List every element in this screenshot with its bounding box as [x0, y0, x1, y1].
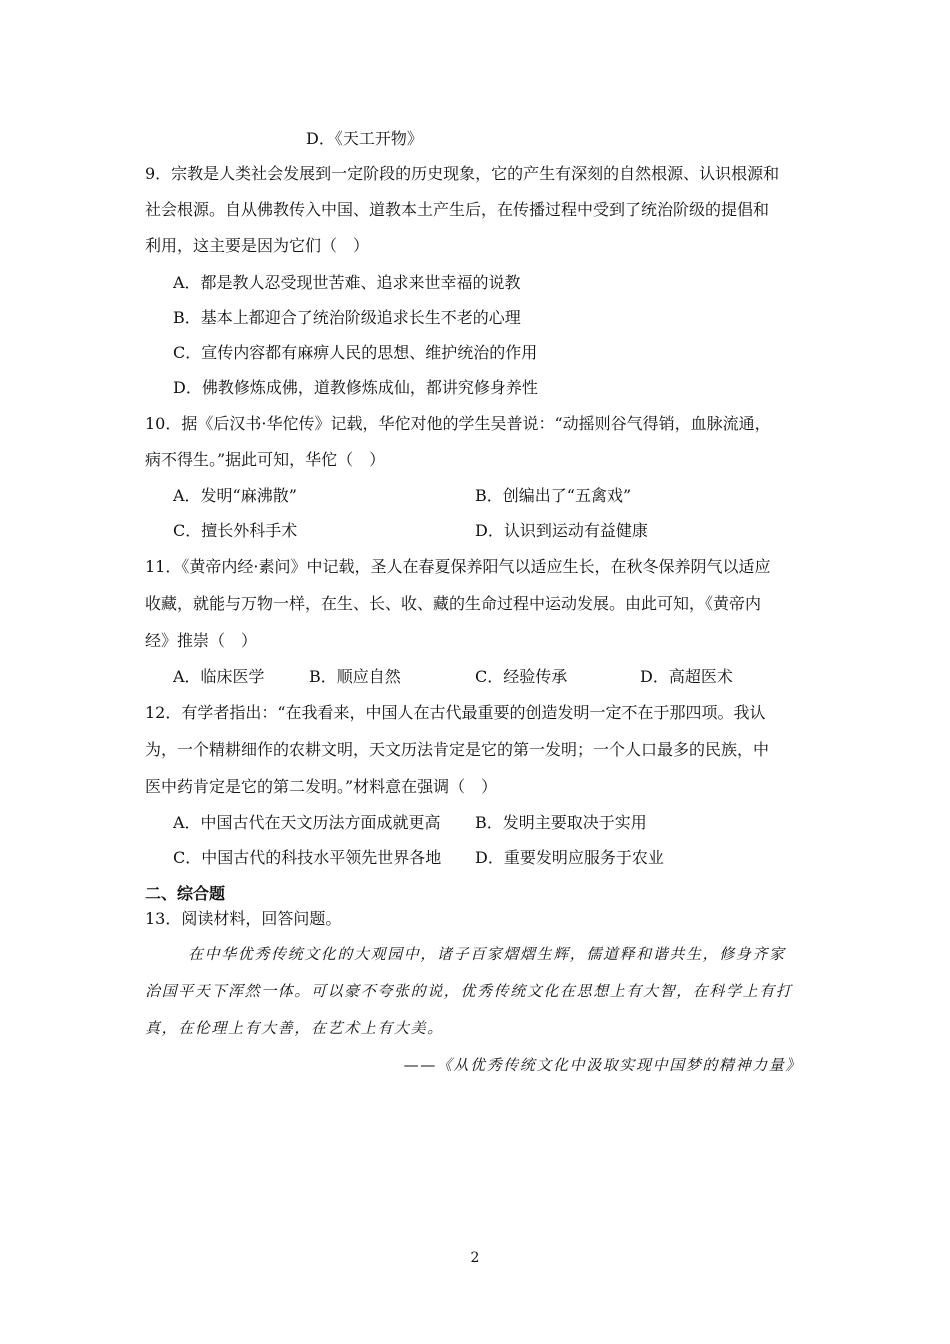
q9-option-a: A．都是教人忍受现世苦难、追求来世幸福的说教: [173, 273, 521, 292]
section-2-title: 二、综合题: [145, 884, 226, 903]
q10-option-c: C．擅长外科手术: [173, 521, 298, 540]
q11-option-a: A．临床医学: [173, 667, 265, 686]
q10-stem-line-2: 病不得生。”据此可知，华佗（ ）: [145, 450, 386, 469]
page-number: 2: [470, 1250, 480, 1266]
q13-material-line-2: 治国平天下浑然一体。可以豪不夸张的说，优秀传统文化在思想上有大智，在科学上有打: [145, 982, 793, 1000]
q9-stem-line-1: 9．宗教是人类社会发展到一定阶段的历史现象，它的产生有深刻的自然根源、认识根源和: [145, 164, 780, 183]
q12-option-b: B．发明主要取决于实用: [475, 813, 647, 832]
q13-material-line-3: 真，在伦理上有大善，在艺术上有大美。: [145, 1019, 444, 1037]
q11-option-d: D．高超医术: [640, 667, 733, 686]
q9-option-b: B．基本上都迎合了统治阶级追求长生不老的心理: [173, 308, 521, 327]
q12-stem-line-2: 为，一个精耕细作的农耕文明，天文历法肯定是它的第一发明；一个人口最多的民族，中: [145, 740, 770, 759]
q10-option-d: D．认识到运动有益健康: [475, 521, 648, 540]
q9-stem-line-2: 社会根源。自从佛教传入中国、道教本土产生后，在传播过程中受到了统治阶级的提倡和: [145, 200, 770, 219]
q10-stem-line-1: 10．据《后汉书·华佗传》记载，华佗对他的学生吴普说：“动摇则谷气得销，血脉流通，: [145, 414, 771, 433]
q9-stem-line-3: 利用，这主要是因为它们（ ）: [145, 236, 370, 255]
q9-option-c: C．宣传内容都有麻痹人民的思想、维护统治的作用: [173, 343, 538, 362]
q11-option-b: B．顺应自然: [309, 667, 401, 686]
q11-option-c: C．经验传承: [475, 667, 568, 686]
q11-stem-line-2: 收藏，就能与万物一样，在生、长、收、藏的生命过程中运动发展。由此可知，《黄帝内: [145, 594, 762, 613]
q13-material-line-1: 在中华优秀传统文化的大观园中，诸子百家熠熠生辉，儒道释和谐共生，修身齐家: [188, 945, 786, 963]
q10-option-b: B．创编出了“五禽戏”: [475, 486, 632, 505]
q12-option-c: C．中国古代的科技水平领先世界各地: [173, 848, 442, 867]
q10-option-a: A．发明“麻沸散”: [173, 486, 297, 505]
q12-option-d: D．重要发明应服务于农业: [475, 848, 664, 867]
q8-option-d: D．《天工开物》: [306, 129, 423, 148]
q12-option-a: A．中国古代在天文历法方面成就更高: [173, 813, 441, 832]
q12-stem-line-1: 12．有学者指出：“在我看来，中国人在古代最重要的创造发明一定不在于那四项。我认: [145, 703, 766, 722]
q13-source: ——《从优秀传统文化中汲取实现中国梦的精神力量》: [403, 1056, 802, 1074]
q9-option-d: D．佛教修炼成佛，道教修炼成仙，都讲究修身养性: [173, 378, 538, 397]
q11-stem-line-3: 经》推崇（ ）: [145, 631, 258, 650]
q13-stem: 13．阅读材料，回答问题。: [145, 909, 342, 928]
q12-stem-line-3: 医中药肯定是它的第二发明。”材料意在强调（ ）: [145, 777, 498, 796]
q11-stem-line-1: 11．《黄帝内经·素问》中记载，圣人在春夏保养阳气以适应生长，在秋冬保养阴气以适应: [145, 557, 771, 576]
